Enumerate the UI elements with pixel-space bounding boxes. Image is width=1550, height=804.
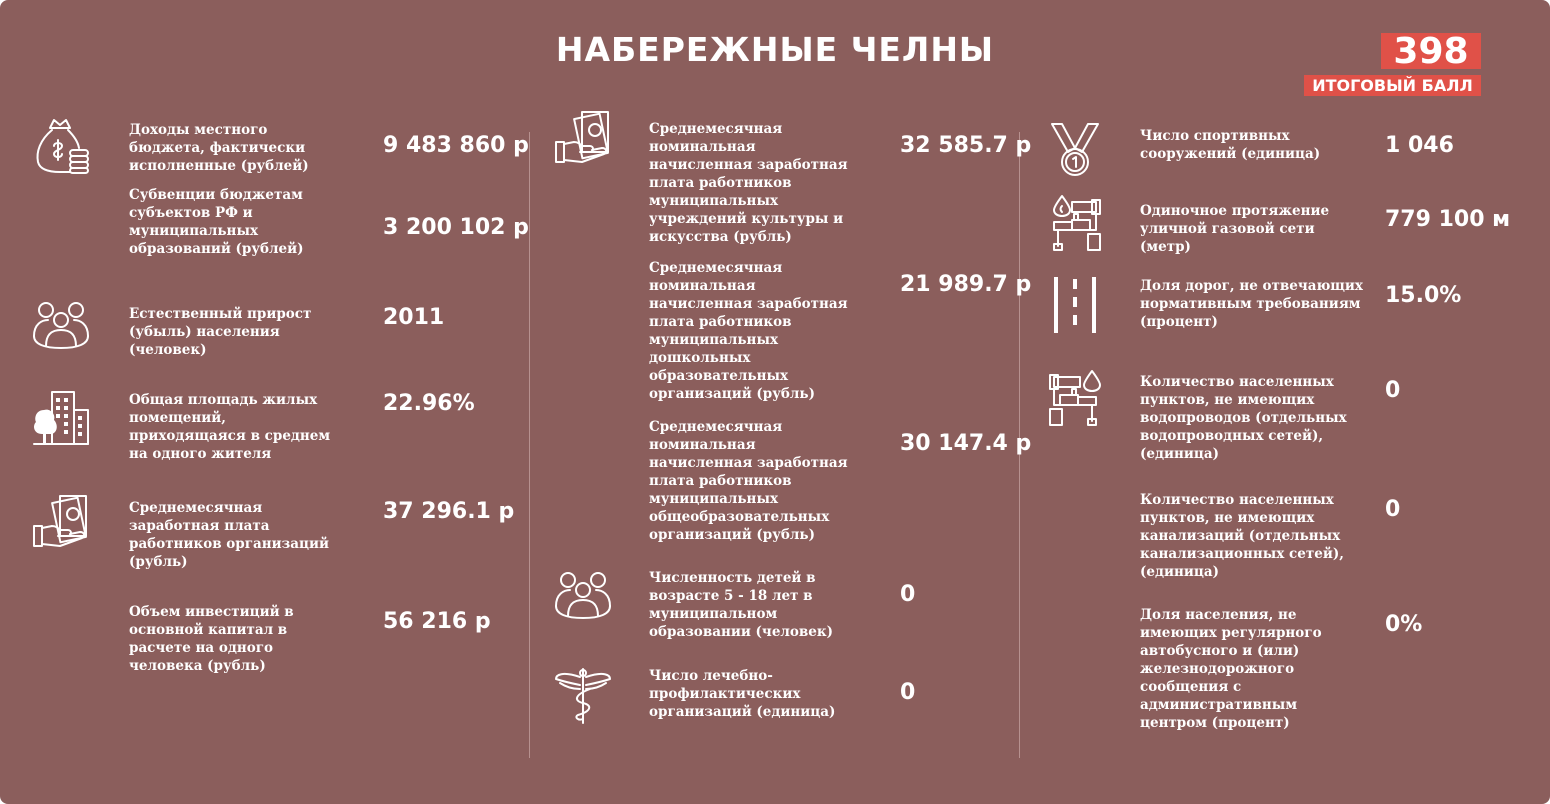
indicator-label: Количество населенных пунктов, не имеющих водопроводов (отдельных водопроводных сетей), (единица) <box>1140 374 1347 462</box>
indicator-value: 1 046 <box>1385 133 1454 158</box>
indicator-value: 22.96% <box>383 391 475 416</box>
people-group-icon <box>552 566 614 628</box>
page-title: НАБЕРЕЖНЫЕ ЧЕЛНЫ <box>555 30 995 69</box>
indicator-label: Субвенции бюджетам субъектов РФ и муниципальных образований (рублей) <box>129 187 304 257</box>
indicator-label: Доля населения, не имеющих регулярного автобусного и (или) железнодорожного сообщения с административным центром (процент) <box>1140 607 1322 731</box>
indicator-value: 3 200 102 р <box>383 215 529 240</box>
indicator-value: 21 989.7 р <box>900 272 1032 297</box>
indicator-value: 56 216 р <box>383 609 491 634</box>
indicator-value: 30 147.4 р <box>900 431 1032 456</box>
hand-money-icon <box>30 492 92 554</box>
medal-icon <box>1044 118 1106 180</box>
indicator-label: Общая площадь жилых помещений, приходящаяся в среднем на одного жителя <box>129 392 331 462</box>
indicator-value: 9 483 860 р <box>383 133 529 158</box>
water-pipe-icon <box>1044 369 1106 431</box>
indicator-label: Число лечебно-профилактических организаций (единица) <box>649 668 836 720</box>
indicator-label: Среднемесячная номинальная начисленная заработная плата работников муниципальных учреждений культуры и искусства (рубль) <box>649 121 848 245</box>
indicator-value: 779 100 м <box>1385 207 1511 232</box>
indicator-label: Количество населенных пунктов, не имеющих канализаций (отдельных канализационных сетей), (единица) <box>1140 492 1344 580</box>
indicator-label: Численность детей в возрасте 5 - 18 лет в муниципальном образовании (человек) <box>649 570 834 640</box>
people-group-icon <box>30 296 92 358</box>
indicator-value: 37 296.1 р <box>383 499 515 524</box>
total-score-label: ИТОГОВЫЙ БАЛЛ <box>1304 75 1481 96</box>
hand-money-icon <box>552 108 614 170</box>
indicator-value: 0% <box>1385 612 1423 637</box>
gas-pipe-icon <box>1044 194 1106 256</box>
column-divider-left <box>529 132 530 758</box>
indicator-value: 0 <box>1385 497 1401 522</box>
indicator-label: Доля дорог, не отвечающих нормативным требованиям (процент) <box>1140 278 1363 330</box>
building-tree-icon <box>30 388 92 450</box>
indicator-value: 0 <box>1385 378 1401 403</box>
indicator-label: Естественный прирост (убыль) населения (человек) <box>129 306 312 358</box>
indicator-label: Среднемесячная номинальная начисленная заработная плата работников муниципальных общеобразовательных организаций (рубль) <box>649 419 848 543</box>
total-score: 398 <box>1381 33 1481 69</box>
indicator-value: 32 585.7 р <box>900 133 1032 158</box>
indicator-label: Одиночное протяжение уличной газовой сети (метр) <box>1140 203 1330 255</box>
indicator-value: 2011 <box>383 305 445 330</box>
money-bag-icon <box>30 116 92 178</box>
caduceus-icon <box>552 665 614 727</box>
indicator-label: Объем инвестиций в основной капитал в расчете на одного человека (рубль) <box>129 604 294 674</box>
indicator-label: Среднемесячная заработная плата работников организаций (рубль) <box>129 500 330 570</box>
indicator-label: Среднемесячная номинальная начисленная заработная плата работников муниципальных дошкольных образовательных организаций (рубль) <box>649 260 848 402</box>
road-icon <box>1044 273 1106 335</box>
indicator-value: 0 <box>900 582 916 607</box>
indicator-label: Число спортивных сооружений (единица) <box>1140 128 1321 162</box>
indicator-value: 15.0% <box>1385 283 1462 308</box>
indicator-label: Доходы местного бюджета, фактически исполненные (рублей) <box>129 122 309 174</box>
indicator-value: 0 <box>900 680 916 705</box>
